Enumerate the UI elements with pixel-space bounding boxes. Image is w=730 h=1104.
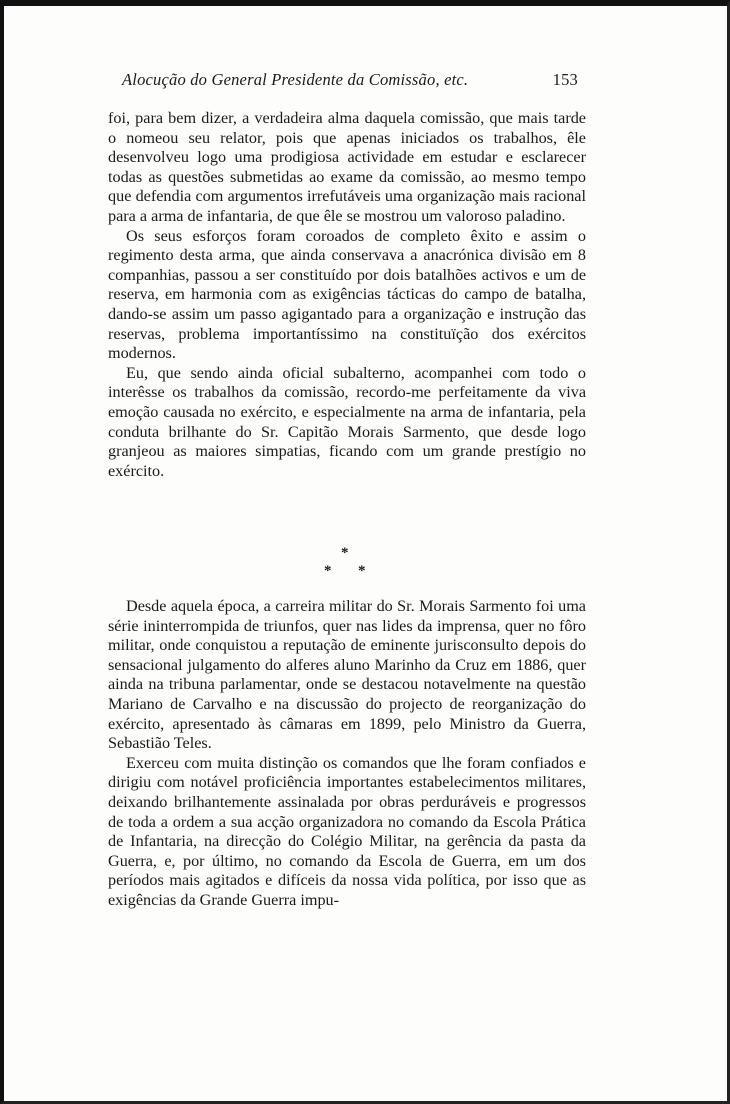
- paragraph: Desde aquela época, a carreira militar do Sr. Morais Sarmento foi uma série ininterrompida de triunfos, quer nas lides da imprensa, quer no fôro militar, onde conquistou a reputação de eminente jurisconsulto depois do sensacional julgamento do alferes aluno Marinho da Cruz em 1886, quer ainda na tribuna parlamentar, onde se destacou notavelmente na questão Mariano de Carvalho e na discussão do projecto de reorganização do exército, apresentado às câmaras em 1899, pelo Ministro da Guerra, Sebastião Teles.: [108, 597, 586, 753]
- paragraph: foi, para bem dizer, a verdadeira alma daquela comissão, que mais tarde o nomeou seu relator, pois que apenas iniciados os trabalhos, êle desenvolveu logo uma prodigiosa actividade em estudar e esclarecer todas as questões submetidas ao exame da comissão, ao mesmo tempo que defendia com argumentos irrefutáveis uma organização mais racional para a arma de infantaria, de que êle se mostrou um valoroso paladino.: [108, 109, 586, 225]
- section-separator: [304, 546, 384, 580]
- asterisk: *: [324, 563, 332, 579]
- running-title: Alocução do General Presidente da Comissão, etc.: [122, 70, 469, 89]
- paragraph: Os seus esforços foram coroados de completo êxito e assim o regimento desta arma, que ainda conservava a anacrónica divisão em 8 companhias, passou a ser constituído por dois batalhões activos e um de reserva, em harmonia com as exigências tácticas do campo de batalha, dando-se assim um passo agigantado para a organização e instrução das reservas, problema importantíssimo na constituïção dos exércitos modernos.: [108, 226, 586, 363]
- asterisk: *: [358, 563, 366, 579]
- page-number: 153: [552, 70, 578, 89]
- asterisk: *: [341, 545, 349, 561]
- text-block-bottom: [108, 597, 586, 911]
- paragraph: Eu, que sendo ainda oficial subalterno, acompanhei com todo o interêsse os trabalhos da comissão, recordo-me perfeitamente da viva emoção causada no exército, e especialmente na arma de infantaria, pela conduta brilhante do Sr. Capitão Morais Sarmento, que desde logo granjeou as maiores simpatias, ficando com um grande prestígio no exército.: [108, 363, 586, 480]
- paragraph: Exerceu com muita distinção os comandos que lhe foram confiados e dirigiu com notável proficiência importantes estabelecimentos militares, deixando brilhantemente assinalada por obras perduráveis e progressos de toda a ordem a sua acção organizadora no comando da Escola Prática de Infantaria, na direcção do Colégio Militar, na gerência da pasta da Guerra, e, por último, no comando da Escola de Guerra, em um dos períodos mais agitados e difíceis da nossa vida política, por isso que as exigências da Grande Guerra impu-: [108, 753, 586, 909]
- text-block-top: [108, 109, 586, 481]
